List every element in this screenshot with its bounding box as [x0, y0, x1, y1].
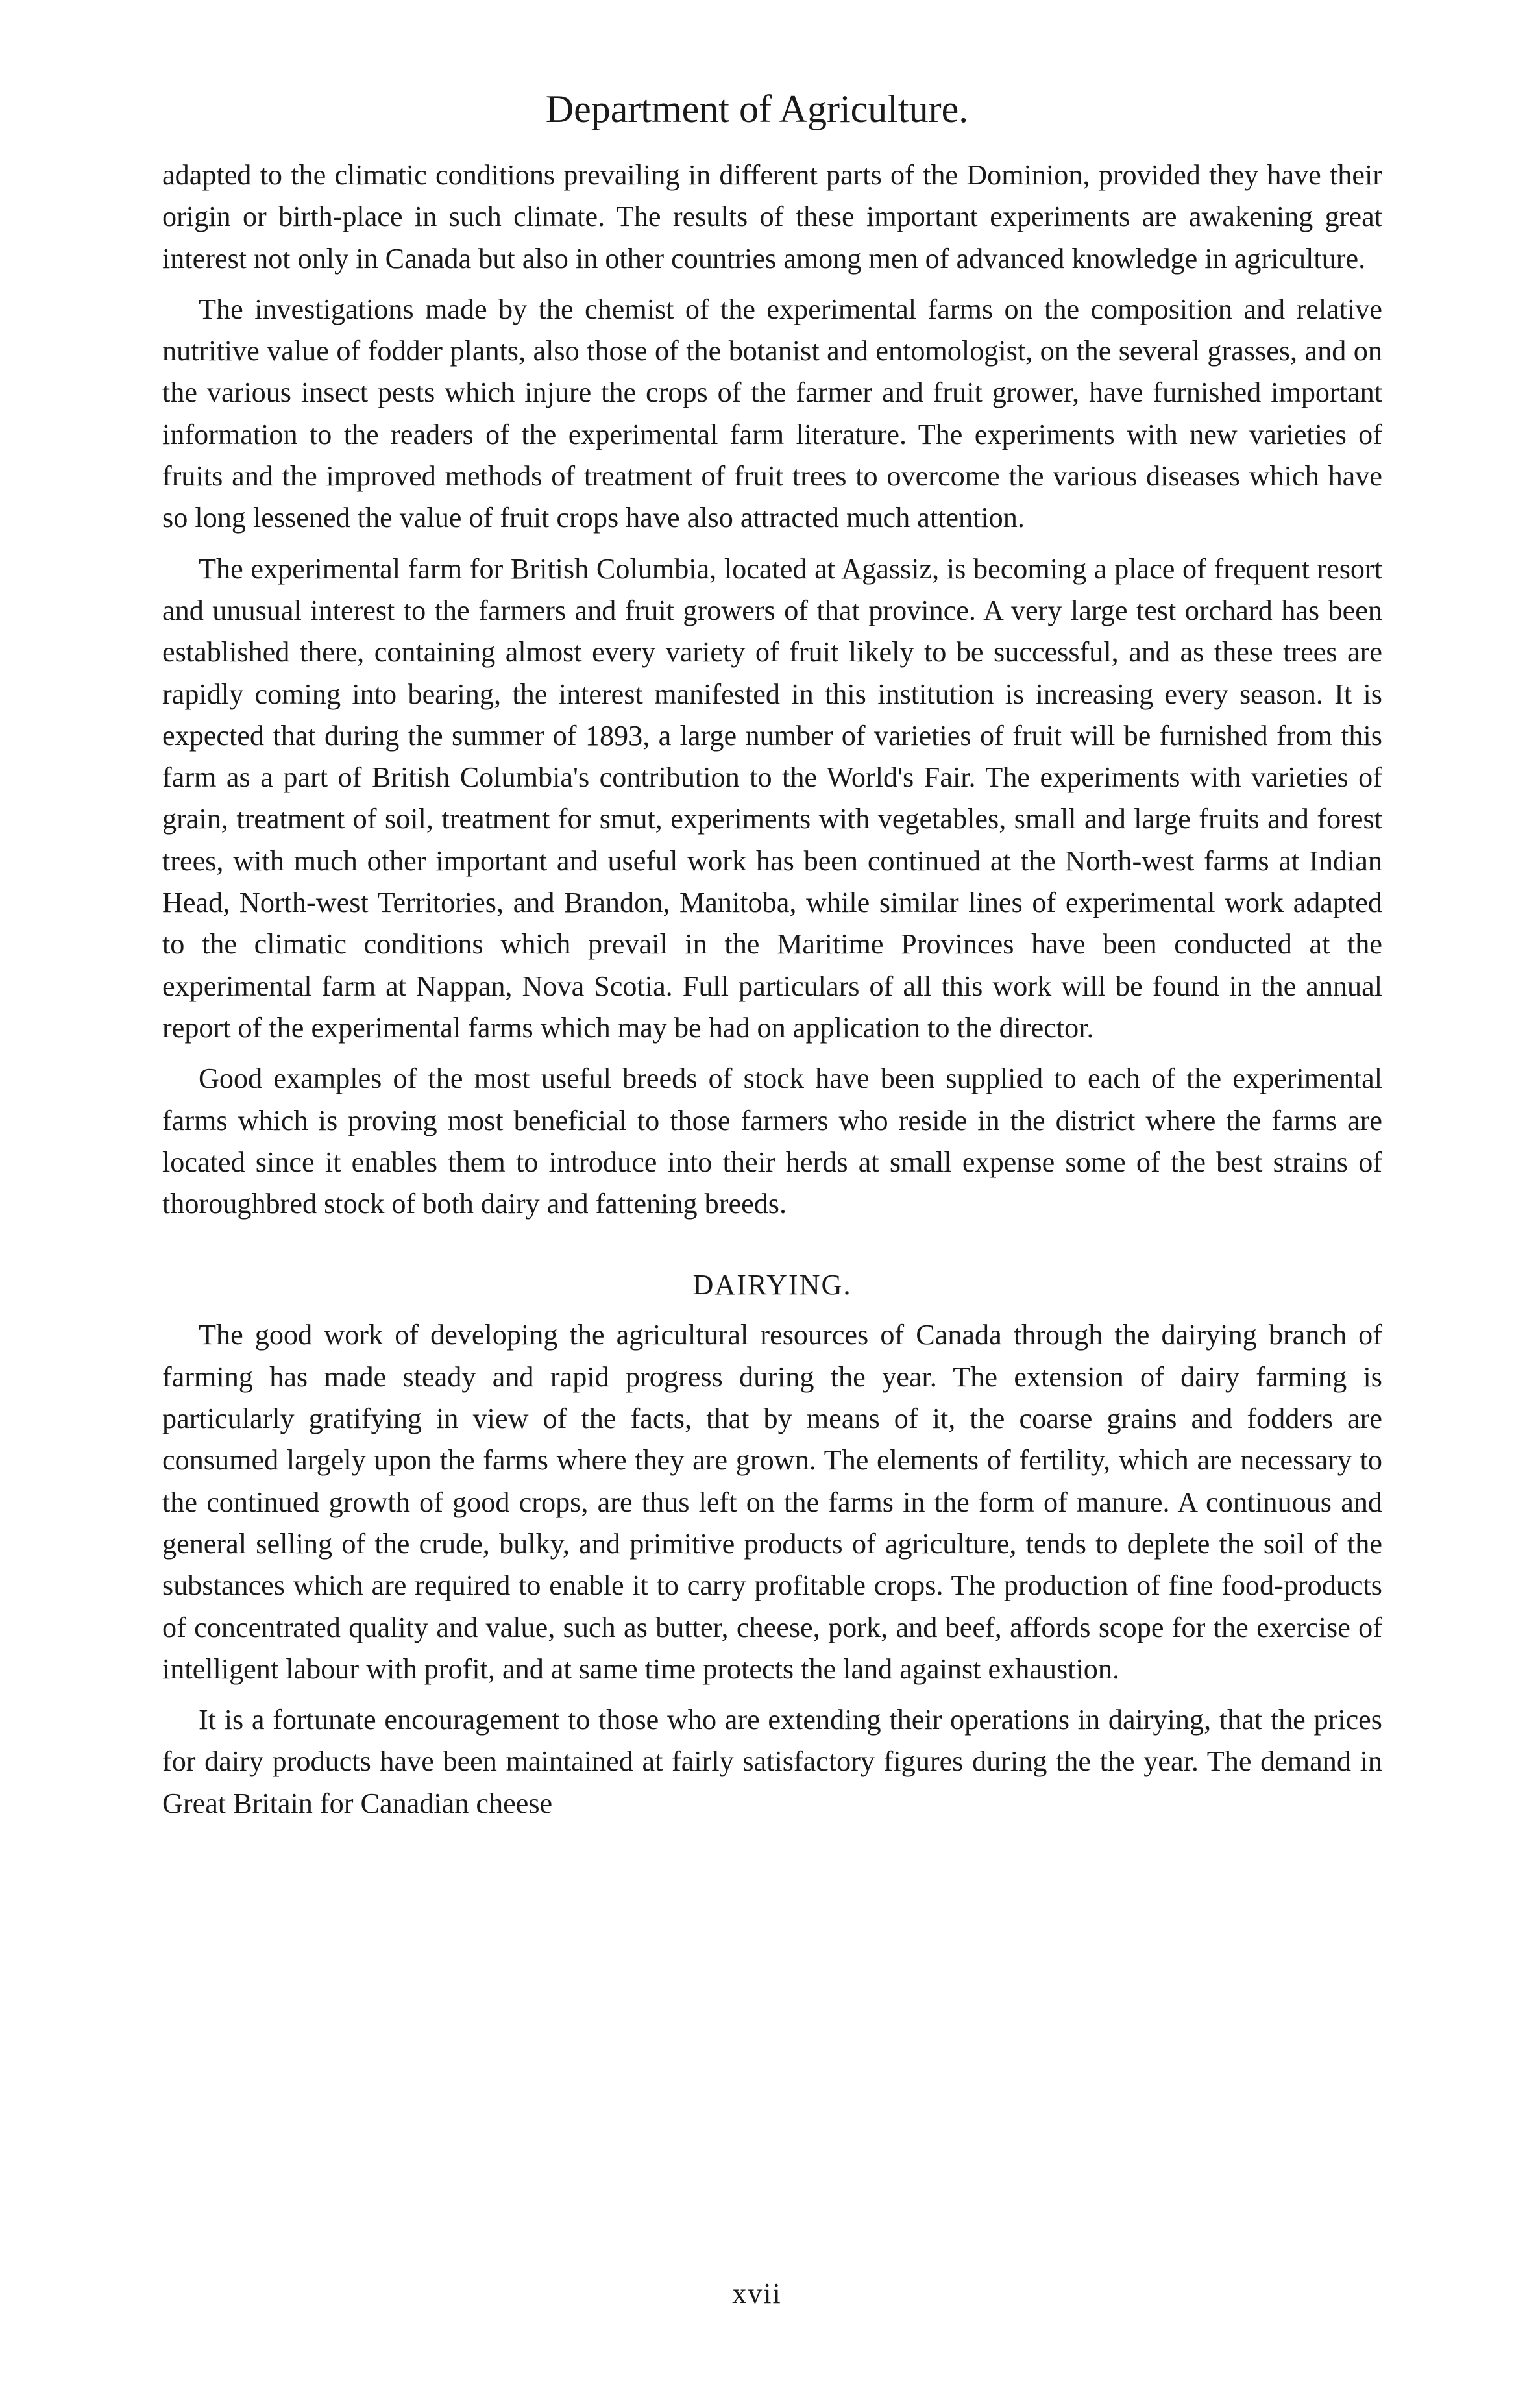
paragraph-breeds-of-stock: Good examples of the most useful breeds of stock have been supplied to each of the experimental farms which is proving most beneficial to those farmers who reside in the district where the farms are located since it enables them to introduce into their herds at small expense some of the best strains of thoroughbred stock of both dairy and fattening breeds. [162, 1063, 1382, 1220]
paragraph-dairy-prices: It is a fortunate encouragement to those who are extending their operations in dairying, that the prices for dairy products have been maintained at fairly satisfactory figures during the the year. The demand in Great Britain for Canadian cheese [162, 1704, 1382, 1819]
running-title: Department of Agriculture. [545, 88, 969, 130]
paragraph-dairying-progress: The good work of developing the agricultural resources of Canada through the dairying branch of farming has made steady and rapid progress during the year. The extension of dairy farming is particularly gratifying in view of the facts, that by means of it, the coarse grains and fodders are consumed largely upon the farms where they are grown. The elements of fertility, which are necessary to the continued growth of good crops, are thus left on the farms in the form of manure. A continuous and general selling of the crude, bulky, and primitive products of agriculture, tends to deplete the soil of the substances which are required to enable it to carry profitable crops. The production of fine food-products of concentrated quality and value, such as butter, cheese, pork, and beef, affords scope for the exercise of intelligent labour with profit, and at same time protects the land against exhaustion. [162, 1319, 1382, 1685]
page-number: xvii [732, 2278, 782, 2309]
paragraph-chemist-investigations: The investigations made by the chemist of the experimental farms on the composition and relative nutritive value of fodder plants, also those of the botanist and entomologist, on the several grasses, and on the various insect pests which injure the crops of the farmer and fruit grower, have furnished important information to the readers of the experimental farm literature. The experiments with new varieties of fruits and the improved methods of treatment of fruit trees to overcome the various diseases which have so long lessened the value of fruit crops have also attracted much attention. [162, 293, 1382, 534]
paragraph-british-columbia-farm: The experimental farm for British Columbia, located at Agassiz, is becoming a place of frequent resort and unusual interest to the farmers and fruit growers of that province. A very large test orchard has been established there, containing almost every variety of fruit likely to be successful, and as these trees are rapidly coming into bearing, the interest manifested in this institution is increasing every season. It is expected that during the summer of 1893, a large number of varieties of fruit will be furnished from this farm as a part of British Columbia's contribution to the World's Fair. The experiments with varieties of grain, treatment of soil, treatment for smut, experiments with vegetables, small and large fruits and forest trees, with much other important and useful work has been continued at the North-west farms at Indian Head, North-west Territories, and Brandon, Manitoba, while similar lines of experimental work adapted to the climatic conditions which prevail in the Maritime Provinces have been conducted at the experimental farm at Nappan, Nova Scotia. Full particulars of all this work will be found in the annual report of the experimental farms which may be had on application to the director. [162, 552, 1382, 1044]
section-heading-dairying: DAIRYING. [692, 1269, 852, 1301]
body-text [162, 154, 1382, 1824]
paragraph-climatic-origin: adapted to the climatic conditions prevailing in different parts of the Dominion, provided they have their origin or birth-place in such climate. The results of these important experiments are awakening great interest not only in Canada but also in other countries among men of advanced knowledge in agriculture. [162, 159, 1382, 275]
